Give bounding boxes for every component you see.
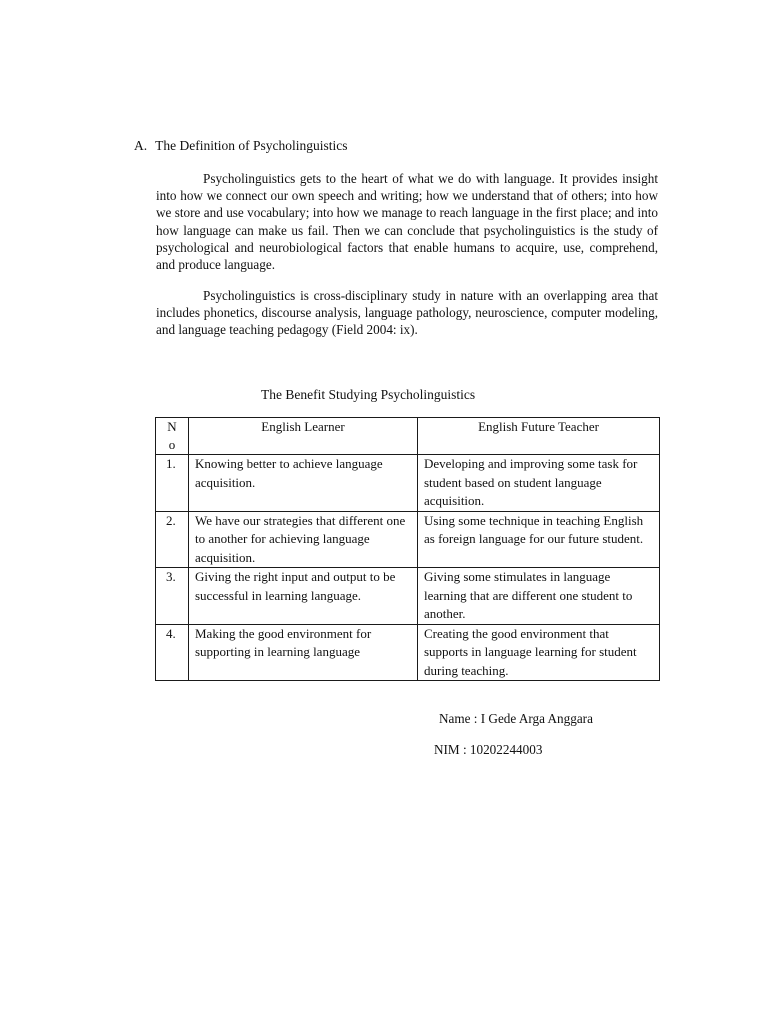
- row-number: 1.: [156, 455, 189, 512]
- table-header-row: [156, 418, 660, 455]
- learner-cell: Making the good environment for supporting in learning language: [189, 624, 418, 681]
- table-row: [156, 455, 660, 512]
- section-marker: A.: [134, 138, 148, 153]
- table-row: [156, 624, 660, 681]
- row-number: 2.: [156, 511, 189, 568]
- author-nim: NIM : 10202244003: [434, 742, 543, 757]
- benefit-table: [155, 417, 660, 681]
- section-heading: [134, 138, 347, 154]
- header-no-line1: N: [167, 419, 177, 434]
- table-row: [156, 568, 660, 625]
- teacher-cell: Developing and improving some task for student based on student language acquisition.: [418, 455, 660, 512]
- learner-cell: Knowing better to achieve language acquisition.: [189, 455, 418, 512]
- table-title: The Benefit Studying Psycholinguistics: [261, 387, 476, 402]
- section-title: The Definition of Psycholinguistics: [155, 138, 348, 153]
- teacher-cell: Creating the good environment that supports in language learning for student during teaching.: [418, 624, 660, 681]
- paragraph-cross-disciplinary: Psycholinguistics is cross-disciplinary study in nature with an overlapping area that includes phonetics, discourse analysis, language pathology, neuroscience, computer modeling, and language teaching pedagogy (Field 2004: ix).: [156, 288, 658, 338]
- author-name: Name : I Gede Arga Anggara: [439, 711, 593, 726]
- learner-cell: Giving the right input and output to be successful in learning language.: [189, 568, 418, 625]
- learner-cell: We have our strategies that different one to another for achieving language acquisition.: [189, 511, 418, 568]
- header-english-learner: English Learner: [189, 418, 418, 455]
- row-number: 4.: [156, 624, 189, 681]
- header-english-future-teacher: English Future Teacher: [418, 418, 660, 455]
- teacher-cell: Using some technique in teaching English as foreign language for our future student.: [418, 511, 660, 568]
- teacher-cell: Giving some stimulates in language learning that are different one student to another.: [418, 568, 660, 625]
- paragraph-definition: Psycholinguistics gets to the heart of what we do with language. It provides insight into how we connect our own speech and writing; how we understand that of others; into how we store and use vocabulary; into how we manage to reach language in the first place; and into how language can make us fail. Then we can conclude that psycholinguistics is the study of psychological and neurobiological factors that enable humans to acquire, use, comprehend, and produce language.: [156, 171, 658, 273]
- header-no: [156, 418, 189, 455]
- row-number: 3.: [156, 568, 189, 625]
- header-no-line2: o: [168, 437, 176, 452]
- table-row: [156, 511, 660, 568]
